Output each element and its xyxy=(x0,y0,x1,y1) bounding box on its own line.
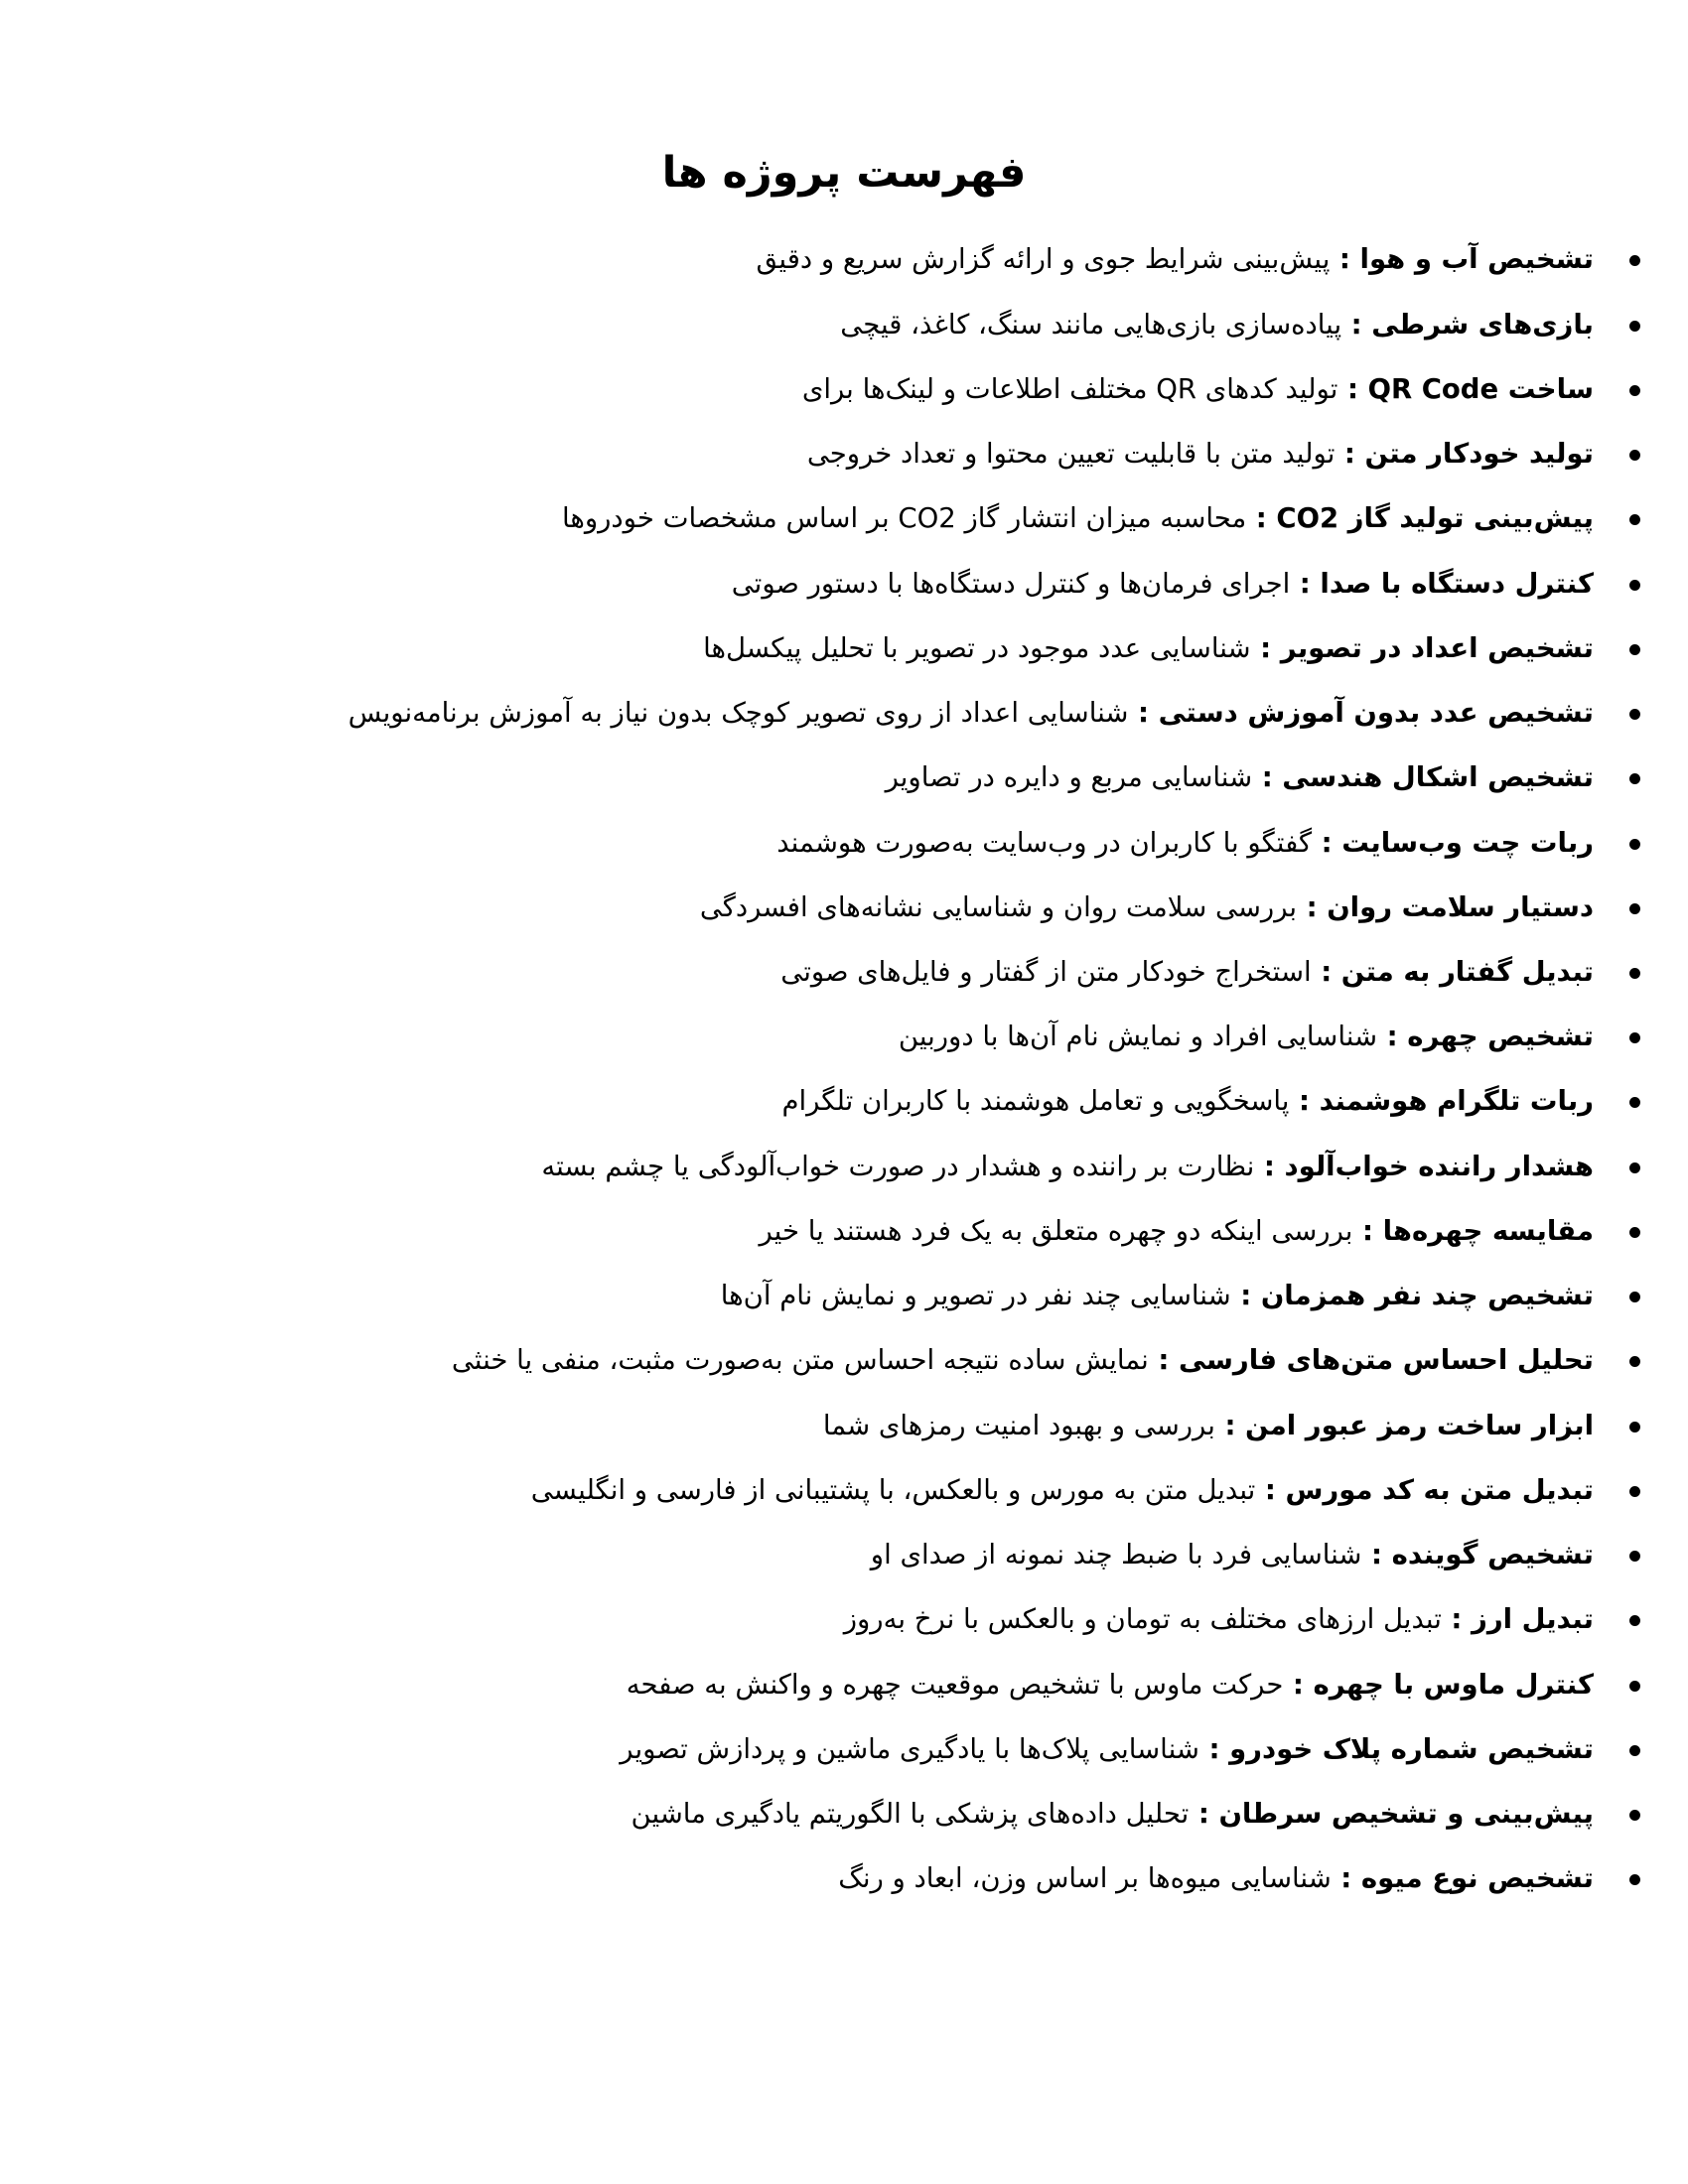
project-name: تشخیص اعداد در تصویر xyxy=(1280,631,1594,664)
project-name: تبدیل گفتار به متن xyxy=(1340,956,1594,989)
list-item-text xyxy=(844,1603,1594,1635)
list-item-text xyxy=(703,632,1594,664)
project-description: پیاده‌سازی بازی‌هایی مانند سنگ، کاغذ، قیچی xyxy=(840,308,1342,341)
project-description: نمایش ساده نتیجه احساس متن به‌صورت مثبت، منفی یا خنثی xyxy=(451,1344,1149,1377)
name-description-separator: : xyxy=(1128,697,1159,730)
bullet-icon xyxy=(1629,1162,1640,1173)
project-name: تبدیل متن به کد مورس xyxy=(1285,1473,1594,1506)
project-name: تشخیص اشکال هندسی xyxy=(1282,761,1594,794)
name-description-separator: : xyxy=(1337,372,1368,405)
name-description-separator: : xyxy=(1335,438,1365,471)
list-item xyxy=(0,759,1688,796)
project-name: تشخیص شماره پلاک خودرو xyxy=(1229,1732,1594,1765)
list-item-text xyxy=(700,891,1594,923)
bullet-icon xyxy=(1629,1810,1640,1821)
list-item-text xyxy=(780,956,1594,988)
name-description-separator: : xyxy=(1352,1214,1383,1247)
list-item-text xyxy=(838,1862,1594,1894)
name-description-separator: : xyxy=(1255,1473,1286,1506)
project-description: گفتگو با کاربران در وب‌سایت به‌صورت هوشمند xyxy=(776,826,1313,859)
list-item xyxy=(0,1149,1688,1185)
project-name: تشخیص چهره xyxy=(1407,1021,1594,1053)
project-name: تشخیص نوع میوه xyxy=(1360,1862,1594,1895)
list-item-text xyxy=(823,1410,1594,1441)
name-description-separator: : xyxy=(1361,1539,1392,1571)
list-item-text xyxy=(759,1215,1594,1247)
bullet-icon xyxy=(1629,1745,1640,1756)
project-description: استخراج خودکار متن از گفتار و فایل‌های صوتی xyxy=(780,956,1312,989)
bullet-icon xyxy=(1629,514,1640,525)
list-item xyxy=(0,436,1688,473)
bullet-icon xyxy=(1629,580,1640,591)
list-item xyxy=(0,371,1688,408)
bullet-icon xyxy=(1629,839,1640,850)
list-item xyxy=(0,1019,1688,1055)
name-description-separator: : xyxy=(1312,826,1342,859)
bullet-icon xyxy=(1629,385,1640,396)
bullet-icon xyxy=(1629,1356,1640,1367)
bullet-icon xyxy=(1629,773,1640,784)
list-item xyxy=(0,1860,1688,1897)
bullet-icon xyxy=(1629,1422,1640,1433)
project-name: هشدار راننده خواب‌آلود xyxy=(1284,1150,1594,1182)
list-item-text xyxy=(886,761,1594,793)
name-description-separator: : xyxy=(1148,1344,1179,1377)
project-name: پیش‌بینی تولید گاز CO2 xyxy=(1276,502,1594,535)
list-item xyxy=(0,1796,1688,1833)
project-name: تشخیص چند نفر همزمان xyxy=(1260,1280,1594,1312)
name-description-separator: : xyxy=(1214,1409,1246,1441)
list-item xyxy=(0,500,1688,537)
bullet-icon xyxy=(1629,321,1640,332)
name-description-separator: : xyxy=(1250,631,1281,664)
bullet-icon xyxy=(1629,644,1640,655)
list-item xyxy=(0,695,1688,732)
project-description: اجرای فرمان‌ها و کنترل دستگاه‌ها با دستور صوتی xyxy=(731,567,1291,600)
list-item xyxy=(0,1472,1688,1509)
project-description: تولید متن با قابلیت تعیین محتوا و تعداد خروجی xyxy=(806,438,1336,471)
project-description: تبدیل ارزهای مختلف به تومان و بالعکس با نرخ به‌روز xyxy=(843,1603,1442,1636)
project-description: پیش‌بینی شرایط جوی و ارائه گزارش سریع و دقیق xyxy=(756,243,1331,276)
list-item-text xyxy=(541,1151,1594,1182)
project-name: تشخیص عدد بدون آموزش دستی xyxy=(1158,697,1594,730)
bullet-icon xyxy=(1629,1551,1640,1562)
name-description-separator: : xyxy=(1290,567,1321,600)
name-description-separator: : xyxy=(1331,1862,1361,1895)
project-name: ابزار ساخت رمز عبور امن xyxy=(1245,1409,1594,1441)
name-description-separator: : xyxy=(1246,502,1277,535)
name-description-separator: : xyxy=(1230,1280,1261,1312)
list-item xyxy=(0,1083,1688,1120)
project-description: پاسخگویی و تعامل هوشمند با کاربران تلگرام xyxy=(781,1085,1290,1118)
name-description-separator: : xyxy=(1283,1668,1314,1701)
list-item-text xyxy=(562,502,1594,534)
list-item xyxy=(0,1537,1688,1573)
project-description: محاسبه میزان انتشار گاز CO2 بر اساس مشخصات خودروها xyxy=(561,502,1247,535)
name-description-separator: : xyxy=(1441,1603,1473,1636)
list-item xyxy=(0,630,1688,667)
list-item xyxy=(0,954,1688,991)
project-description: بررسی اینکه دو چهره متعلق به یک فرد هستند یا خیر xyxy=(759,1214,1353,1247)
list-item xyxy=(0,889,1688,926)
bullet-icon xyxy=(1629,903,1640,914)
list-item xyxy=(0,1667,1688,1704)
bullet-icon xyxy=(1629,1292,1640,1302)
project-description: شناسایی چند نفر در تصویر و نمایش نام آن‌ها xyxy=(720,1280,1231,1312)
list-item-text xyxy=(840,309,1594,341)
name-description-separator: : xyxy=(1311,956,1341,989)
list-item xyxy=(0,1213,1688,1250)
page-title: فهرست پروژه ها xyxy=(661,148,1027,198)
list-item xyxy=(0,1342,1688,1379)
bullet-icon xyxy=(1629,1032,1640,1043)
list-item-text xyxy=(632,1798,1594,1830)
list-item-text xyxy=(531,1474,1594,1506)
list-item-text xyxy=(452,1344,1594,1376)
project-description: شناسایی اعداد از روی تصویر کوچک بدون نیاز به آموزش برنامه‌نویس xyxy=(348,697,1129,730)
project-name: کنترل ماوس با چهره xyxy=(1313,1668,1594,1701)
list-item xyxy=(0,1731,1688,1768)
project-name: تشخیص آب و هوا xyxy=(1359,243,1594,276)
name-description-separator: : xyxy=(1330,243,1360,276)
bullet-icon xyxy=(1629,1486,1640,1497)
list-item-text xyxy=(899,1021,1594,1052)
project-name: بازی‌های شرطی xyxy=(1371,308,1594,341)
bullet-icon xyxy=(1629,1615,1640,1626)
project-description: حرکت ماوس با تشخیص موقعیت چهره و واکنش به صفحه xyxy=(626,1668,1284,1701)
list-item-text xyxy=(807,438,1594,470)
project-description: شناسایی فرد با ضبط چند نمونه از صدای او xyxy=(870,1539,1362,1571)
list-item xyxy=(0,241,1688,278)
project-description: نظارت بر راننده و هشدار در صورت خواب‌آلودگی یا چشم بسته xyxy=(541,1150,1255,1182)
project-description: تولید کدهای QR مختلف اطلاعات و لینک‌ها برای xyxy=(801,372,1338,405)
list-item-text xyxy=(802,373,1594,405)
bullet-icon xyxy=(1629,1097,1640,1108)
list-item-text xyxy=(721,1280,1594,1311)
project-name: تولید خودکار متن xyxy=(1364,438,1594,471)
list-item-text xyxy=(349,697,1594,729)
project-name: تبدیل ارز xyxy=(1472,1603,1594,1636)
project-description: بررسی و بهبود امنیت رمزهای شما xyxy=(822,1409,1215,1441)
list-item-text xyxy=(627,1669,1594,1701)
bullet-icon xyxy=(1629,450,1640,461)
project-name: مقایسه چهره‌ها xyxy=(1382,1214,1594,1247)
bullet-icon xyxy=(1629,968,1640,979)
name-description-separator: : xyxy=(1289,1085,1320,1118)
list-item-text xyxy=(756,243,1594,275)
list-item xyxy=(0,1278,1688,1314)
list-item xyxy=(0,307,1688,343)
name-description-separator: : xyxy=(1198,1732,1230,1765)
project-description: تبدیل متن به مورس و بالعکس، با پشتیبانی از فارسی و انگلیسی xyxy=(530,1473,1256,1506)
project-description: شناسایی میوه‌ها بر اساس وزن، ابعاد و رنگ xyxy=(838,1862,1332,1895)
project-description: شناسایی پلاک‌ها با یادگیری ماشین و پردازش تصویر xyxy=(620,1732,1199,1765)
project-description: شناسایی افراد و نمایش نام آن‌ها با دوربین xyxy=(898,1021,1378,1053)
bullet-icon xyxy=(1629,255,1640,266)
list-item-text xyxy=(732,568,1594,600)
project-name: تشخیص گوینده xyxy=(1391,1539,1594,1571)
project-name: ربات تلگرام هوشمند xyxy=(1319,1085,1594,1118)
name-description-separator: : xyxy=(1377,1021,1408,1053)
list-item-text xyxy=(776,827,1594,859)
project-description: تحلیل داده‌های پزشکی با الگوریتم یادگیری ماشین xyxy=(631,1798,1190,1831)
list-item-text xyxy=(781,1085,1594,1117)
name-description-separator: : xyxy=(1254,1150,1285,1182)
bullet-icon xyxy=(1629,1681,1640,1692)
project-name: ساخت QR Code xyxy=(1367,372,1594,405)
name-description-separator: : xyxy=(1252,761,1283,794)
project-description: شناسایی مربع و دایره در تصاویر xyxy=(885,761,1253,794)
list-item-text xyxy=(871,1539,1594,1570)
project-list xyxy=(0,241,1688,1897)
bullet-icon xyxy=(1629,1874,1640,1885)
bullet-icon xyxy=(1629,1227,1640,1238)
project-description: بررسی سلامت روان و شناسایی نشانه‌های افسردگی xyxy=(699,890,1298,923)
project-name: کنترل دستگاه با صدا xyxy=(1320,567,1594,600)
project-name: دستیار سلامت روان xyxy=(1327,890,1594,923)
list-item xyxy=(0,1601,1688,1638)
project-name: پیش‌بینی و تشخیص سرطان xyxy=(1218,1798,1594,1831)
name-description-separator: : xyxy=(1341,308,1372,341)
project-description: شناسایی عدد موجود در تصویر با تحلیل پیکسل‌ها xyxy=(703,631,1251,664)
project-name: ربات چت وب‌سایت xyxy=(1341,826,1594,859)
list-item xyxy=(0,566,1688,603)
list-item xyxy=(0,1408,1688,1444)
list-item-text xyxy=(620,1733,1594,1765)
bullet-icon xyxy=(1629,709,1640,720)
name-description-separator: : xyxy=(1297,890,1328,923)
project-name: تحلیل احساس متن‌های فارسی xyxy=(1179,1344,1594,1377)
name-description-separator: : xyxy=(1189,1798,1219,1831)
list-item xyxy=(0,825,1688,862)
